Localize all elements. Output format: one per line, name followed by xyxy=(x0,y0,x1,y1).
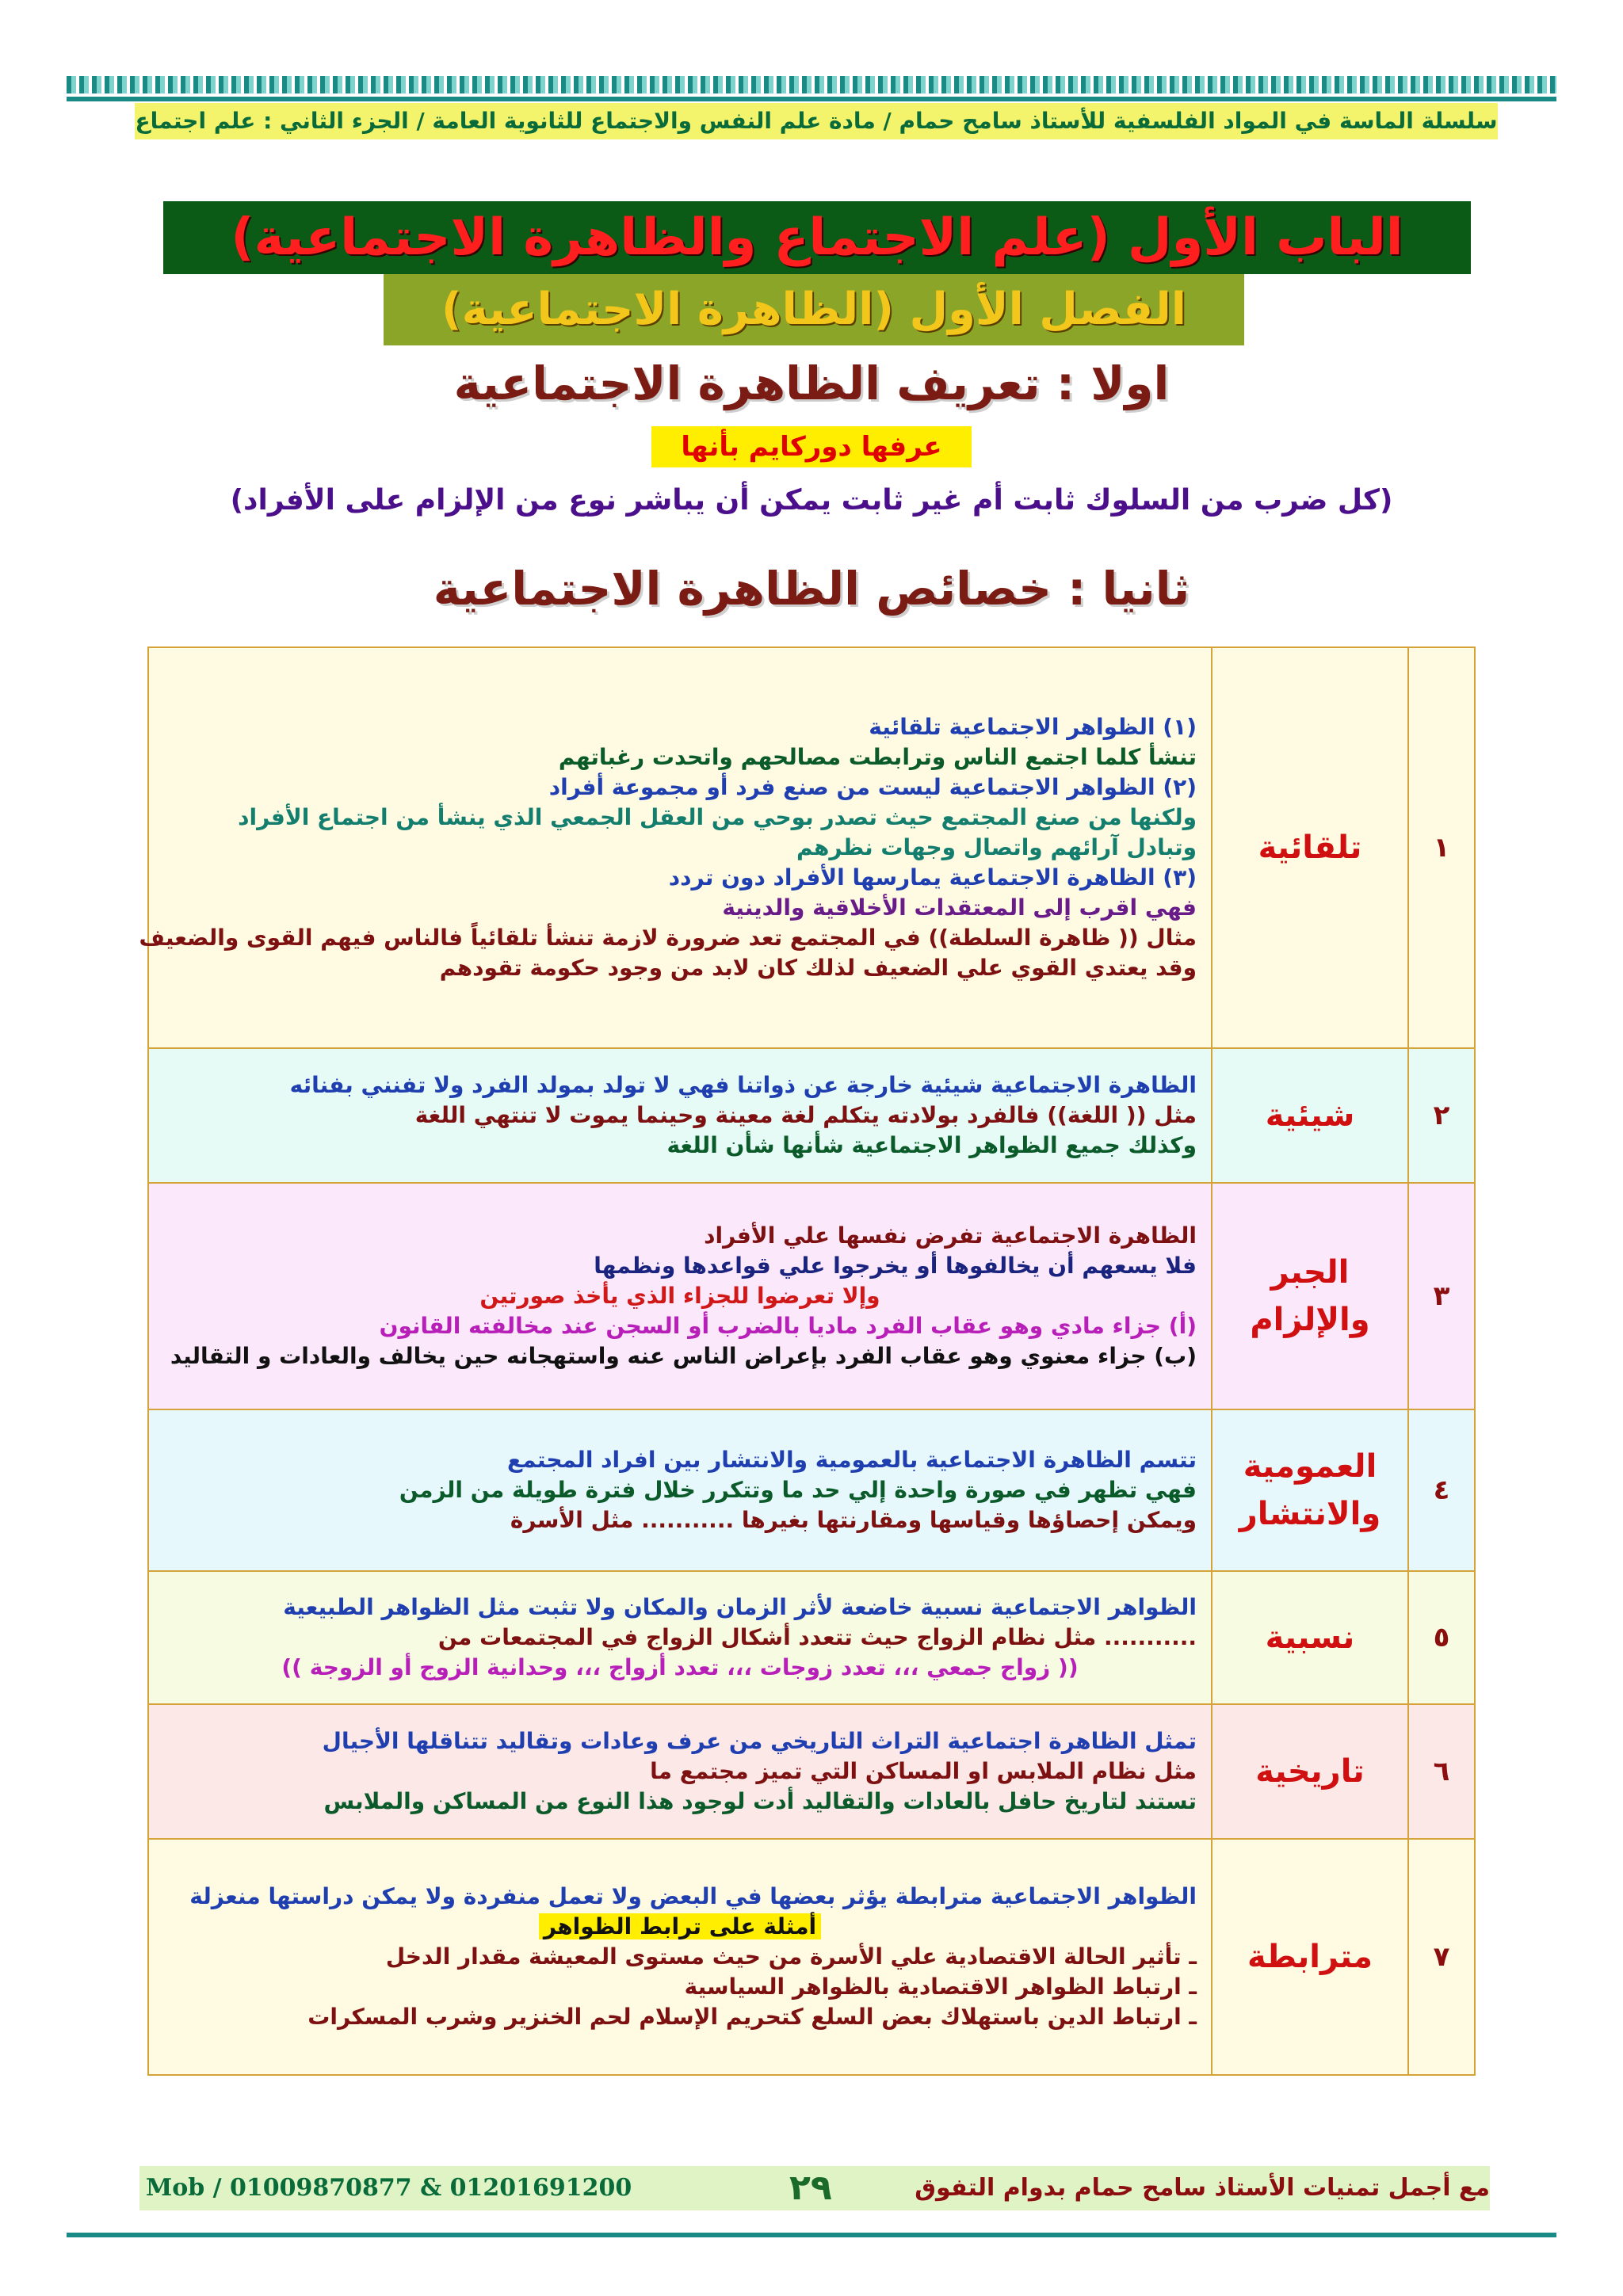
row-number: ٤ xyxy=(1408,1409,1475,1571)
content-line: ويمكن إحصاؤها وقياسها ومقارنتها بغيرها ........... مثل الأسرة xyxy=(510,1507,1197,1533)
section-title: الفصل الأول (الظاهرة الاجتماعية) xyxy=(384,274,1244,345)
content-line: مثال (( ظاهرة السلطة)) في المجتمع تعد ضرورة لازمة تنشأ تلقائياً فالناس فيهم القوى والضعيف xyxy=(139,925,1197,951)
content-line: (ب) جزاء معنوي وهو عقاب الفرد بإعراض الناس عنه واستهجانه حين يخالف والعادات و التقاليد xyxy=(170,1343,1197,1369)
footer-mobile: Mob / 01009870877 & 01201691200 xyxy=(146,2174,632,2202)
content-line: (٣) الظاهرة الاجتماعية يمارسها الأفراد دون تردد xyxy=(668,864,1197,891)
content-line: مثل نظام الملابس او المساكن التي تميز مجتمع ما xyxy=(650,1758,1197,1784)
table-row xyxy=(148,1839,1475,2075)
content-line: تمثل الظاهرة اجتماعية التراث التاريخي من عرف وعادات وتقاليد تتناقلها الأجيال xyxy=(322,1728,1197,1754)
content-line: (( زواج جمعي ،،، تعدد زوجات ،،، تعدد أزواج ،،، وحدانية الزوج أو الزوجة )) xyxy=(281,1654,1079,1680)
content-line: ـ تأثير الحالة الاقتصادية علي الأسرة من حيث مستوى المعيشة مقدار الدخل xyxy=(385,1943,1197,1970)
row-content xyxy=(148,1409,1212,1571)
content-subtitle xyxy=(163,1912,1197,1942)
row-name: العمومية والانتشار xyxy=(1212,1409,1408,1571)
row-name: الجبر والإلزام xyxy=(1212,1183,1408,1409)
row-name: شيئية xyxy=(1212,1048,1408,1183)
top-decorative-border xyxy=(67,76,1556,93)
row-number: ٦ xyxy=(1408,1704,1475,1839)
content-line: ـ ارتباط الدين باستهلاك بعض السلع كتحريم الإسلام لحم الخنزير وشرب المسكرات xyxy=(307,2004,1197,2030)
content-line: تتسم الظاهرة الاجتماعية بالعمومية والانتشار بين افراد المجتمع xyxy=(507,1447,1197,1473)
row-number: ٢ xyxy=(1408,1048,1475,1183)
row-content xyxy=(148,1839,1212,2075)
row-content xyxy=(139,647,1212,1048)
table-row xyxy=(148,1048,1475,1183)
table-row xyxy=(148,1183,1475,1409)
chapter-title: الباب الأول (علم الاجتماع والظاهرة الاجتماعية) xyxy=(163,201,1471,274)
content-line: ولكنها من صنع المجتمع حيث تصدر بوحي من العقل الجمعي الذي ينشأ من اجتماع الأفراد xyxy=(238,804,1197,830)
content-line: وقد يعتدي القوي علي الضعيف لذلك كان لابد من وجود حكومة تقودهم xyxy=(439,955,1197,981)
row-number: ١ xyxy=(1408,647,1475,1048)
table-row xyxy=(148,1409,1475,1571)
properties-heading: ثانيا : خصائص الظاهرة الاجتماعية xyxy=(433,562,1190,616)
content-line: فهي اقرب إلى المعتقدات الأخلاقية والدينية xyxy=(722,894,1197,921)
content-line: وإلا تعرضوا للجزاء الذي يأخذ صورتين xyxy=(479,1283,880,1309)
definition-intro: عرفها دوركايم بأنها xyxy=(651,426,972,467)
table-row xyxy=(148,647,1475,1048)
row-name: نسبية xyxy=(1212,1571,1408,1704)
row-content xyxy=(148,1571,1212,1704)
properties-table xyxy=(139,646,1476,2076)
definition-text: (كل ضرب من السلوك ثابت أم غير ثابت يمكن أن يباشر نوع من الإلزام على الأفراد) xyxy=(230,484,1393,517)
content-line: وتبادل آرائهم واتصال وجهات نظرهم xyxy=(796,834,1197,860)
content-line: (أ) جزاء مادي وهو عقاب الفرد ماديا بالضرب أو السجن عند مخالفته القانون xyxy=(379,1313,1197,1339)
row-content xyxy=(148,1048,1212,1183)
content-line: ........... مثل نظام الزواج حيث تتعدد أشكال الزواج في المجتمعات من xyxy=(437,1624,1197,1650)
content-line: فلا يسعهم أن يخالفوها أو يخرجوا علي قواعدها ونظمها xyxy=(594,1253,1197,1279)
content-line: وكذلك جميع الظواهر الاجتماعية شأنها شأن اللغة xyxy=(666,1132,1197,1158)
row-name: تلقائية xyxy=(1212,647,1408,1048)
row-name: مترابطة xyxy=(1212,1839,1408,2075)
content-line: الظواهر الاجتماعية نسبية خاضعة لأثر الزمان والمكان ولا تثبت مثل الظواهر الطبيعية xyxy=(283,1594,1197,1620)
row-number: ٣ xyxy=(1408,1183,1475,1409)
content-line: مثل (( اللغة)) فالفرد بولادته يتكلم لغة معينة وحينما يموت لا تنتهي اللغة xyxy=(414,1102,1197,1128)
table-row xyxy=(148,1571,1475,1704)
content-line: الظاهرة الاجتماعية شيئية خارجة عن ذواتنا فهي لا تولد بمولد الفرد ولا تفنني بفنائه xyxy=(289,1072,1197,1098)
series-header: سلسلة الماسة في المواد الفلسفية للأستاذ سامح حمام / مادة علم النفس والاجتماع للثانوية العامة / الجزء الثاني : علم اجتماع xyxy=(135,103,1498,139)
definition-heading: اولا : تعريف الظاهرة الاجتماعية xyxy=(453,357,1170,410)
content-line: تنشأ كلما اجتمع الناس وترابطت مصالحهم واتحدت رغباتهم xyxy=(558,744,1197,770)
row-name: تاريخية xyxy=(1212,1704,1408,1839)
footer-bar xyxy=(139,2166,1490,2210)
content-line: فهي تظهر في صورة واحدة إلي حد ما وتتكرر خلال فترة طويلة من الزمن xyxy=(399,1477,1197,1503)
row-number: ٧ xyxy=(1408,1839,1475,2075)
content-line: الظاهرة الاجتماعية تفرض نفسها علي الأفراد xyxy=(704,1222,1197,1249)
page-number: ٢٩ xyxy=(789,2168,832,2208)
footer-wishes: مع أجمل تمنيات الأستاذ سامح حمام بدوام التفوق xyxy=(915,2174,1490,2202)
subtitle-highlight: أمثلة على ترابط الظواهر xyxy=(539,1913,821,1939)
row-content xyxy=(148,1183,1212,1409)
content-line: الظواهر الاجتماعية مترابطة يؤثر بعضها في البعض ولا تعمل منفردة ولا يمكن دراستها منعزلة xyxy=(189,1883,1197,1909)
bottom-rule xyxy=(67,2233,1556,2237)
content-line: تستند لتاريخ حافل بالعادات والتقاليد أدت لوجود هذا النوع من المساكن والملابس xyxy=(323,1788,1197,1814)
content-line: ـ ارتباط الظواهر الاقتصادية بالظواهر السياسية xyxy=(684,1974,1197,2000)
row-number: ٥ xyxy=(1408,1571,1475,1704)
row-content xyxy=(148,1704,1212,1839)
table-row xyxy=(148,1704,1475,1839)
top-rule xyxy=(67,97,1556,101)
content-line: (١) الظواهر الاجتماعية تلقائية xyxy=(869,714,1197,740)
content-line: (٢) الظواهر الاجتماعية ليست من صنع فرد أو مجموعة أفراد xyxy=(548,774,1197,800)
